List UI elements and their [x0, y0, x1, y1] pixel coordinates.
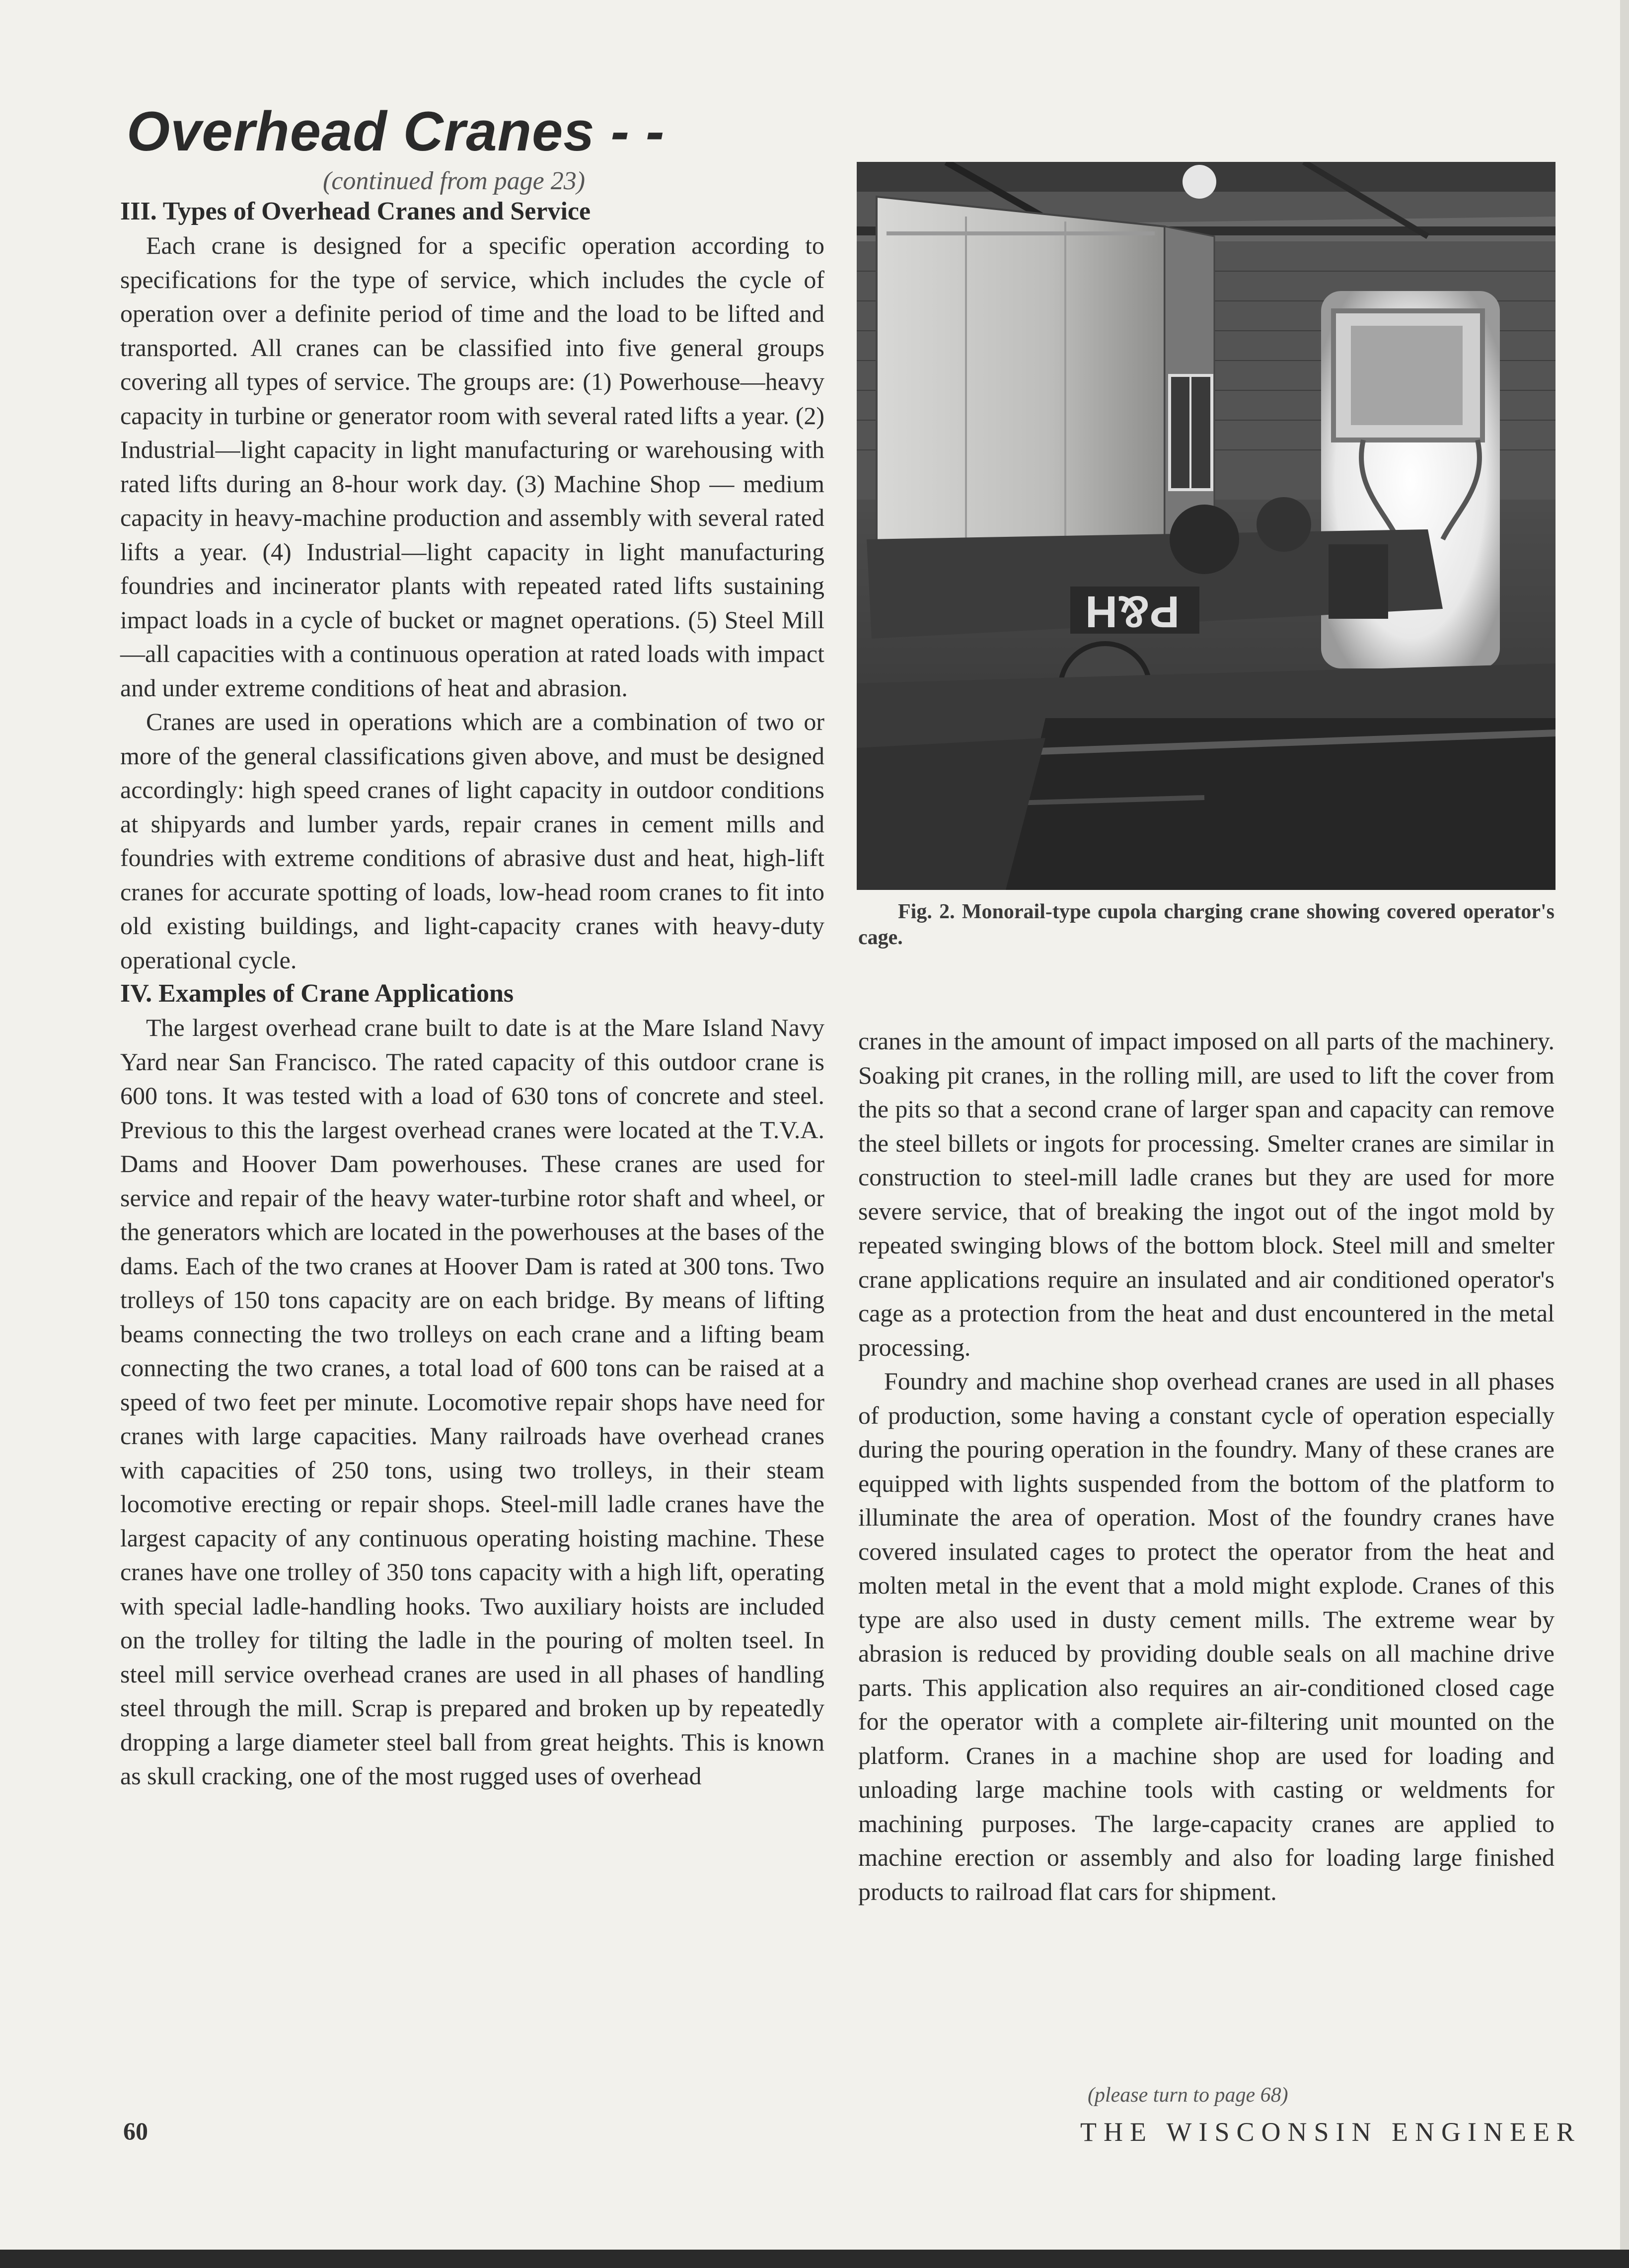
right-column: [858, 1024, 1555, 1908]
paragraph: Cranes are used in operations which are a combination of two or more of the general classifications given above, and must be designed accordingly: high speed cranes of light capacity in outdoor conditions at shipyards and lumber yards, repair cranes in cement mills and foundries with extreme conditions of abrasive dust and heat, high-lift cranes for accurate spotting of loads, low-head room cranes to fit into old existing buildings, and light-capacity cranes with heavy-duty operational cycle.: [120, 708, 824, 974]
figure-caption: [858, 899, 1555, 951]
paragraph: Foundry and machine shop overhead cranes are used in all phases of production, some having a constant cycle of operation especially during the pouring operation in the foundry. Many of these cranes are equipped with lights suspended from the bottom of the platform to illuminate the area of operation. Most of the foundry cranes have covered insulated cages to protect the operator from the heat and molten metal in the event that a mold might explode. Cranes of this type are also used in dusty cement mills. The extreme wear by abrasion is reduced by providing double seals on all machine drive parts. This application also requires an air-conditioned closed cage for the operator with a complete air-filtering unit mounted on the platform. Cranes in a machine shop are used for loading and unloading large machine tools with casting or weldments for machining purposes. The large-capacity cranes are applied to machine erection or assembly and also for loading large finished products to railroad flat cars for shipment.: [858, 1367, 1555, 1905]
pnh-logo: P&H: [1085, 586, 1180, 636]
journal-name: THE WISCONSIN ENGINEER: [1080, 2117, 1581, 2147]
paragraph: cranes in the amount of impact imposed on all parts of the machinery. Soaking pit cranes, in the rolling mill, are used to lift the cover from the pits so that a second crane of larger span and capacity can remove the steel billets or ingots for processing. Smelter cranes are similar in construction to steel-mill ladle cranes but they are used for more severe service, that of breaking the ingot out of the ingot mold by repeated swinging blows of the bottom block. Steel mill and smelter crane applications require an insulated and air conditioned operator's cage as a protection from the heat and dust encountered in the metal processing.: [858, 1027, 1555, 1361]
figure-caption-text: Monorail-type cupola charging crane showing covered operator's cage.: [858, 900, 1555, 949]
article-title: Overhead Cranes - -: [127, 100, 665, 162]
crane-photo: [857, 162, 1555, 890]
scan-edge: [1620, 0, 1629, 2250]
section-heading-types: III. Types of Overhead Cranes and Service: [120, 197, 591, 225]
figure-label: Fig. 2.: [898, 900, 955, 923]
page-number: 60: [123, 2117, 148, 2145]
paragraph: Each crane is designed for a specific operation according to specifications for the type of service, which includes the cycle of operation over a definite period of time and the load to be lifted and transported. All cranes can be classified into five general groups covering all types of service. The groups are: (1) Powerhouse—heavy capacity in turbine or generator room with several rated lifts a year. (2) Industrial—light capacity in light manufacturing or warehousing with rated lifts during an 8-hour work day. (3) Machine Shop — medium capacity in heavy-machine production and assembly with several rated lifts a year. (4) Industrial—light capacity in light manufacturing foundries and incinerator plants with repeated rated lifts sustaining impact loads in a cycle of bucket or magnet operations. (5) Steel Mill—all capacities with a continuous operation at rated loads with impact and under extreme conditions of heat and abrasion.: [120, 231, 824, 702]
continued-on-note: (please turn to page 68): [1088, 2084, 1288, 2107]
continued-note: (continued from page 23): [323, 167, 586, 195]
section-heading-examples: IV. Examples of Crane Applications: [120, 979, 514, 1008]
scan-bottom-edge: [0, 2250, 1629, 2268]
paragraph: The largest overhead crane built to date is at the Mare Island Navy Yard near San Francisco. The rated capacity of this outdoor crane is 600 tons. It was tested with a load of 630 tons of concrete and steel. Previous to this the largest overhead cranes were located at the T.V.A. Dams and Hoover Dam powerhouses. These cranes are used for service and repair of the heavy water-turbine rotor shaft and wheel, or the generators which are located in the powerhouses at the bases of the dams. Each of the two cranes at Hoover Dam is rated at 300 tons. Two trolleys of 150 tons capacity are on each bridge. By means of lifting beams connecting the two trolleys on each crane and a lifting beam connecting the two cranes, a total load of 600 tons can be raised at a speed of two feet per minute. Locomotive repair shops have need for cranes with large capacities. Many railroads have overhead cranes with capacities of 250 tons, using two trolleys, in their steam locomotive erecting or repair shops. Steel-mill ladle cranes have the largest capacity of any continuous operating hoisting machine. These cranes have one trolley of 350 tons capacity with a high lift, operating with special ladle-handling hooks. Two auxiliary hoists are included on the trolley for tilting the ladle in the pouring of molten tseel. In steel mill service overhead cranes are used in all phases of handling steel through the mill. Scrap is prepared and broken up by repeatedly dropping a large diameter steel ball from great heights. This is known as skull cracking, one of the most rugged uses of overhead: [120, 1014, 824, 1790]
left-column: [120, 195, 824, 1793]
